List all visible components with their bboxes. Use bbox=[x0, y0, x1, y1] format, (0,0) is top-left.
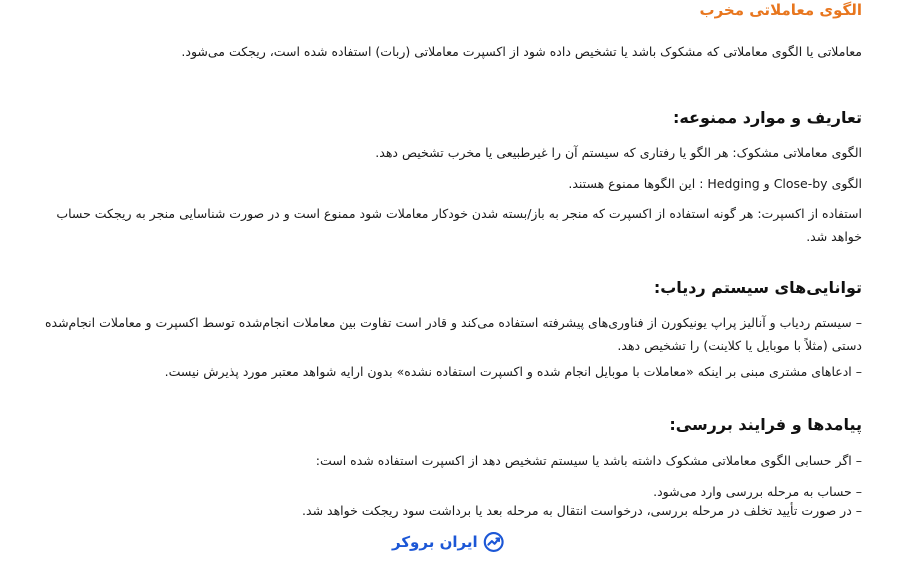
definitions-item-suspicious: الگوی معاملاتی مشکوک: هر الگو یا رفتاری که سیستم آن را غیرطبیعی یا مخرب تشخیص دهد. bbox=[375, 145, 862, 160]
brand-logo-text: ایران بروکر bbox=[392, 533, 478, 551]
tracking-item-claims: – ادعاهای مشتری مبنی بر اینکه «معاملات با موبایل انجام شده و اکسپرت استفاده نشده» بدون ارایه شواهد معتبر مورد پذیرش نیست. bbox=[164, 364, 862, 379]
consequences-item-condition: – اگر حسابی الگوی معاملاتی مشکوک داشته باشد یا سیستم تشخیص دهد از اکسپرت استفاده شده است: bbox=[315, 453, 862, 468]
section-heading-consequences: پیامدها و فرایند بررسی: bbox=[669, 415, 862, 434]
section-heading-tracking: توانایی‌های سیستم ردیاب: bbox=[653, 278, 862, 297]
definitions-item-expert: استفاده از اکسپرت: هر گونه استفاده از اکسپرت که منجر به باز/بسته شدن خودکار معاملات شود ممنوع است و در صورت شناسایی منجر به ریجکت حساب خواهد شد. bbox=[56, 206, 862, 244]
page-title: الگوی معاملاتی مخرب bbox=[699, 1, 862, 19]
section-heading-definitions: تعاریف و موارد ممنوعه: bbox=[672, 108, 862, 127]
chart-trend-icon bbox=[483, 531, 504, 553]
tracking-item-system: – سیستم ردیاب و آنالیز پراپ یونیکورن از فناوری‌های پیشرفته استفاده می‌کند و قادر است تفاوت بین معاملات انجام‌شده توسط اکسپرت و معاملات انجام‌شده دستی (مثلاً با موبایل یا کلاینت) را تشخیص دهد. bbox=[44, 315, 862, 353]
brand-logo bbox=[392, 528, 504, 556]
consequences-item-reject: – در صورت تأیید تخلف در مرحله بررسی، درخواست انتقال به مرحله بعد یا برداشت سود ریجکت خواهد شد. bbox=[302, 503, 862, 518]
consequences-item-review: – حساب به مرحله بررسی وارد می‌شود. bbox=[653, 484, 862, 499]
definitions-item-hedging: الگوی Close-by و Hedging : این الگوها ممنوع هستند. bbox=[568, 176, 862, 191]
intro-paragraph: معاملاتی یا الگوی معاملاتی که مشکوک باشد یا تشخیص داده شود از اکسپرت معاملاتی (ربات) استفاده شده است، ریجکت می‌شود. bbox=[181, 44, 862, 59]
